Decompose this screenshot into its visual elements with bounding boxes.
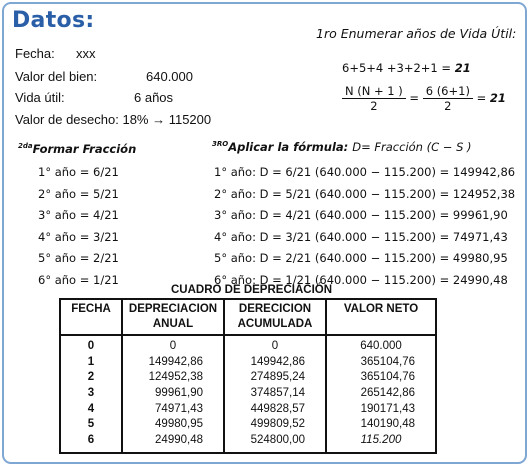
step2-title-sup: 2da xyxy=(18,142,33,151)
cell-anual: 24990,48 xyxy=(122,433,224,454)
cell-fecha: 4 xyxy=(60,401,122,417)
header-valor-neto: VALOR NETO xyxy=(326,299,436,335)
header-dep-acum xyxy=(224,299,326,335)
valor-desecho-label: Valor de desecho: xyxy=(15,112,119,127)
table-row xyxy=(60,355,436,371)
cell-fecha: 0 xyxy=(60,335,122,355)
cell-anual: 0 xyxy=(122,335,224,355)
valor-bien-line xyxy=(15,69,97,84)
valor-bien-value: 640.000 xyxy=(146,69,193,84)
vida-util-label: Vida útil: xyxy=(15,90,65,105)
document-frame xyxy=(2,2,527,464)
formula-item: 4° año: D = 3/21 (640.000 − 115.200) = 74971,43 xyxy=(214,229,508,244)
fecha-label: Fecha: xyxy=(15,46,55,61)
cell-fecha: 5 xyxy=(60,417,122,433)
cell-neto: 640.000 xyxy=(326,335,436,355)
fraction-item: 4° año = 3/21 xyxy=(38,229,119,244)
header-dep-acum-1: DERECICION xyxy=(238,303,312,315)
table-row xyxy=(60,370,436,386)
formula-item: 3° año: D = 4/21 (640.000 − 115.200) = 99961,90 xyxy=(214,208,508,222)
cell-neto: 190171,43 xyxy=(326,401,436,417)
formula-item: 1° año: D = 6/21 (640.000 − 115.200) = 149942,86 xyxy=(214,165,516,179)
formula-fraction xyxy=(342,84,406,113)
fecha-value: xxx xyxy=(76,46,96,61)
step2-title xyxy=(18,142,136,156)
cell-acumulada: 499809,52 xyxy=(224,417,326,433)
header-dep-anual-1: DEPRECIACION xyxy=(128,303,218,315)
header-dep-anual xyxy=(122,299,224,335)
formula-item: 6° año: D = 1/21 (640.000 − 115.200) = 24990,48 xyxy=(214,272,508,287)
step3-title-sup: 3RO xyxy=(212,140,229,149)
formula2-fraction xyxy=(423,84,473,113)
fraction-item: 1° año = 6/21 xyxy=(38,165,119,179)
vida-util-line xyxy=(15,90,65,105)
cell-neto: 265142,86 xyxy=(326,386,436,402)
header-dep-anual-2: ANUAL xyxy=(152,318,194,330)
valor-desecho-line xyxy=(15,112,211,127)
cell-acumulada: 0 xyxy=(224,335,326,355)
fraction-item: 2° año = 5/21 xyxy=(38,186,119,201)
fraction-item: 5° año = 2/21 xyxy=(38,251,119,265)
table-row xyxy=(60,433,436,454)
table-title: CUADRO DE DEPRECIACIÓN xyxy=(171,284,333,296)
table-header-row xyxy=(60,299,436,335)
step1-title: 1ro Enumerar años de Vida Útil: xyxy=(316,26,517,41)
cell-anual: 149942,86 xyxy=(122,355,224,371)
formula-item: 5° año: D = 2/21 (640.000 − 115.200) = 49980,95 xyxy=(214,251,508,265)
fecha-line xyxy=(15,46,96,61)
depreciation-table xyxy=(59,298,437,454)
table-row xyxy=(60,401,436,417)
formula-eq: = xyxy=(409,91,420,105)
cell-acumulada: 149942,86 xyxy=(224,355,326,371)
step1-sum-expr: 6+5+4 +3+2+1 = xyxy=(342,61,455,75)
formula-numerator: N (N + 1 ) xyxy=(342,84,406,99)
step1-sum xyxy=(342,61,471,75)
step3-title-text: Aplicar la fórmula: xyxy=(228,140,349,154)
page-title: Datos: xyxy=(12,8,95,33)
header-fecha: FECHA xyxy=(60,299,122,335)
step1-formula xyxy=(342,84,506,113)
cell-anual: 49980,95 xyxy=(122,417,224,433)
step2-list xyxy=(38,162,119,291)
valor-desecho-value: 18% → 115200 xyxy=(122,112,212,127)
cell-neto: 365104,76 xyxy=(326,370,436,386)
cell-anual: 74971,43 xyxy=(122,401,224,417)
formula-result: 21 xyxy=(489,91,506,105)
cell-neto: 140190,48 xyxy=(326,417,436,433)
step3-formula: D= Fracción (C − S ) xyxy=(352,140,472,154)
table-row xyxy=(60,386,436,402)
cell-acumulada: 274895,24 xyxy=(224,370,326,386)
fraction-item: 6° año = 1/21 xyxy=(38,272,119,287)
cell-acumulada: 374857,14 xyxy=(224,386,326,402)
table-row xyxy=(60,417,436,433)
cell-fecha: 1 xyxy=(60,355,122,371)
cell-fecha: 6 xyxy=(60,433,122,454)
cell-anual: 99961,90 xyxy=(122,386,224,402)
step3-title xyxy=(212,140,472,154)
cell-neto: 115.200 xyxy=(326,433,436,454)
formula-denominator: 2 xyxy=(370,99,378,113)
table-row xyxy=(60,335,436,355)
cell-fecha: 3 xyxy=(60,386,122,402)
cell-neto: 365104,76 xyxy=(326,355,436,371)
formula2-eq: = xyxy=(476,91,487,105)
step2-title-text: Formar Fracción xyxy=(32,142,137,156)
formula-item: 2° año: D = 5/21 (640.000 − 115.200) = 124952,38 xyxy=(214,186,516,201)
cell-acumulada: 524800,00 xyxy=(224,433,326,454)
step3-list xyxy=(214,162,515,291)
fraction-item: 3° año = 4/21 xyxy=(38,208,119,222)
formula2-numerator: 6 (6+1) xyxy=(423,84,473,99)
formula2-denominator: 2 xyxy=(444,99,452,113)
valor-bien-label: Valor del bien: xyxy=(15,69,98,84)
cell-acumulada: 449828,57 xyxy=(224,401,326,417)
vida-util-value: 6 años xyxy=(134,90,174,105)
header-dep-acum-2: ACUMULADA xyxy=(237,318,313,330)
step1-sum-result: 21 xyxy=(454,61,471,75)
cell-anual: 124952,38 xyxy=(122,370,224,386)
cell-fecha: 2 xyxy=(60,370,122,386)
